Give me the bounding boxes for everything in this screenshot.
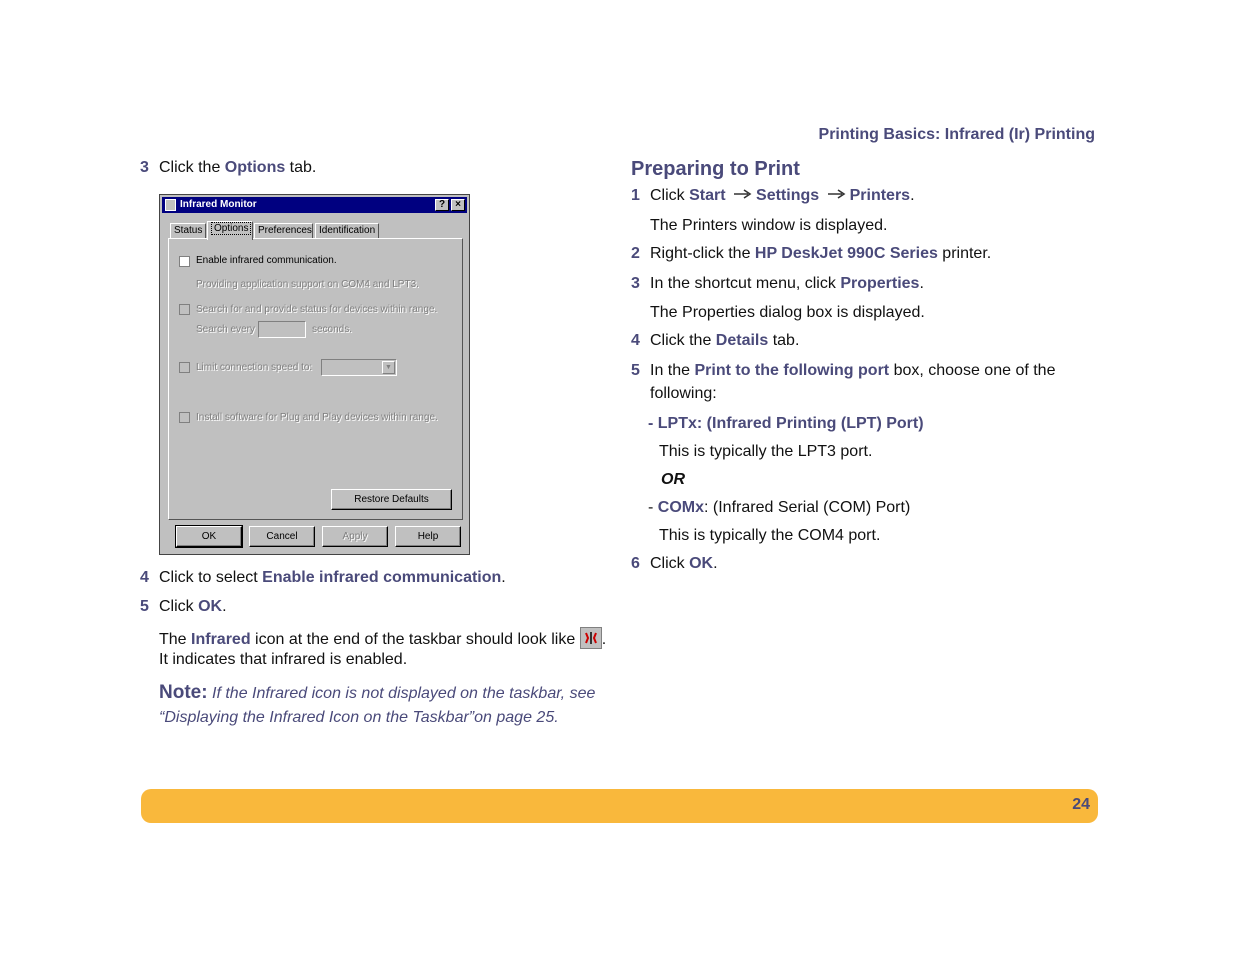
step-number: 2 (631, 245, 640, 262)
step-text: Click (159, 598, 199, 615)
step-number: 1 (631, 187, 640, 204)
com4-text: This is typically the COM4 port. (659, 527, 881, 544)
tab-options-label: Options (211, 222, 251, 235)
infrared-link: Infrared (191, 631, 251, 648)
dialog-title: Infrared Monitor (180, 199, 257, 210)
tab-preferences[interactable]: Preferences (254, 223, 313, 239)
step-number: 5 (140, 598, 149, 615)
step-text: Click to select (159, 569, 263, 586)
options-panel (168, 238, 463, 520)
para-text: icon at the end of the taskbar should look like (250, 631, 576, 648)
tab-identification[interactable]: Identification (315, 223, 379, 239)
providing-support-label: Providing application support on COM4 and LPT3. (196, 279, 419, 290)
step-5-port (631, 361, 1055, 381)
search-devices-checkbox[interactable] (179, 304, 190, 315)
ok-link: OK (198, 598, 223, 615)
infrared-app-icon (165, 199, 176, 211)
details-link: Details (715, 332, 769, 349)
step-number: 5 (631, 362, 640, 379)
page-number: 24 (1072, 796, 1090, 813)
note-text-line1: If the Infrared icon is not displayed on the taskbar, see (212, 685, 596, 702)
close-title-button[interactable]: × (451, 199, 465, 211)
printers-window-text: The Printers window is displayed. (650, 217, 888, 234)
step-number: 3 (631, 275, 640, 292)
seconds-label: seconds. (312, 324, 353, 335)
print-port-link: Print to the following port (694, 362, 890, 379)
tab-options[interactable] (207, 221, 253, 240)
cancel-button[interactable]: Cancel (249, 526, 315, 547)
step-number: 3 (140, 159, 149, 176)
footer-bar (141, 789, 1098, 823)
infrared-icon-paragraph (159, 627, 606, 650)
search-interval-spinner[interactable] (258, 321, 306, 338)
infrared-monitor-dialog (159, 194, 470, 555)
step-text: Click the (650, 332, 716, 349)
properties-link: Properties (840, 275, 920, 292)
step-4-enable (140, 568, 506, 588)
dialog-titlebar (162, 197, 467, 213)
limit-speed-label: Limit connection speed to: (196, 362, 313, 373)
help-button[interactable]: Help (395, 526, 461, 547)
search-every-label: Search every (196, 324, 255, 335)
step-number: 6 (631, 555, 640, 572)
arrow-right-icon (828, 189, 846, 199)
note-block (159, 683, 595, 704)
enable-infrared-label: Enable infrared communication. (196, 255, 337, 266)
start-link: Start (689, 187, 726, 204)
enable-infrared-link: Enable infrared communication (262, 569, 502, 586)
step-number: 4 (631, 332, 640, 349)
step-text: Click the (159, 159, 225, 176)
step-text: Click (650, 555, 690, 572)
step-3-options (140, 158, 316, 178)
bullet-dash: - (648, 499, 654, 516)
limit-speed-checkbox[interactable] (179, 362, 190, 373)
lptx-link: LPTx: (Infrared Printing (LPT) Port) (657, 415, 924, 432)
or-text: OR (661, 471, 685, 488)
section-title: Preparing to Print (631, 158, 800, 180)
settings-link: Settings (756, 187, 820, 204)
para-text: . (601, 631, 607, 648)
step-number: 4 (140, 569, 149, 586)
note-label: Note: (159, 682, 208, 703)
step-text: . (919, 275, 924, 292)
ok-link: OK (689, 555, 714, 572)
step-text: tab. (768, 332, 800, 349)
note-text-line2[interactable]: “Displaying the Infrared Icon on the Taskbar”on page 25. (159, 709, 559, 726)
step-6-ok (631, 554, 718, 574)
option-text: : (Infrared Serial (COM) Port) (704, 499, 911, 516)
option-comx (648, 498, 910, 518)
step-5-ok (140, 597, 227, 617)
comx-link: COMx (657, 499, 705, 516)
step-text: . (713, 555, 718, 572)
arrow-right-icon (734, 189, 752, 199)
restore-defaults-button[interactable]: Restore Defaults (331, 489, 452, 510)
printers-link: Printers (849, 187, 911, 204)
following-text: following: (650, 385, 717, 402)
running-header: Printing Basics: Infrared (Ir) Printing (818, 126, 1095, 143)
install-pnp-checkbox[interactable] (179, 412, 190, 423)
search-devices-label: Search for and provide status for devices within range. (196, 304, 438, 315)
step-text: . (222, 598, 227, 615)
ok-button[interactable]: OK (176, 526, 242, 547)
bullet-dash: - (648, 415, 654, 432)
tab-status[interactable]: Status (170, 223, 206, 239)
help-title-button[interactable]: ? (435, 199, 449, 211)
step-text: box, choose one of the (889, 362, 1056, 379)
step-text: Right-click the (650, 245, 755, 262)
step-1-start (631, 186, 915, 206)
options-link: Options (224, 159, 286, 176)
speed-dropdown[interactable] (321, 359, 397, 376)
step-2-rightclick (631, 244, 991, 264)
apply-button[interactable]: Apply (322, 526, 388, 547)
printer-name-link: HP DeskJet 990C Series (754, 245, 938, 262)
step-text: Click (650, 187, 690, 204)
enable-infrared-checkbox[interactable] (179, 256, 190, 267)
step-3-properties (631, 274, 924, 294)
step-text: . (910, 187, 915, 204)
chevron-down-icon: ▼ (382, 361, 395, 374)
step-text: In the shortcut menu, click (650, 275, 841, 292)
step-text: . (501, 569, 506, 586)
properties-dialog-text: The Properties dialog box is displayed. (650, 304, 925, 321)
step-text: In the (650, 362, 695, 379)
para-text: The (159, 631, 192, 648)
lpt3-text: This is typically the LPT3 port. (659, 443, 873, 460)
infrared-enabled-text: It indicates that infrared is enabled. (159, 651, 408, 668)
install-pnp-label: Install software for Plug and Play devices within range. (196, 412, 438, 423)
step-4-details (631, 331, 799, 351)
option-lptx (648, 414, 924, 434)
step-text: tab. (285, 159, 317, 176)
infrared-taskbar-icon (580, 627, 602, 649)
step-text: printer. (937, 245, 992, 262)
